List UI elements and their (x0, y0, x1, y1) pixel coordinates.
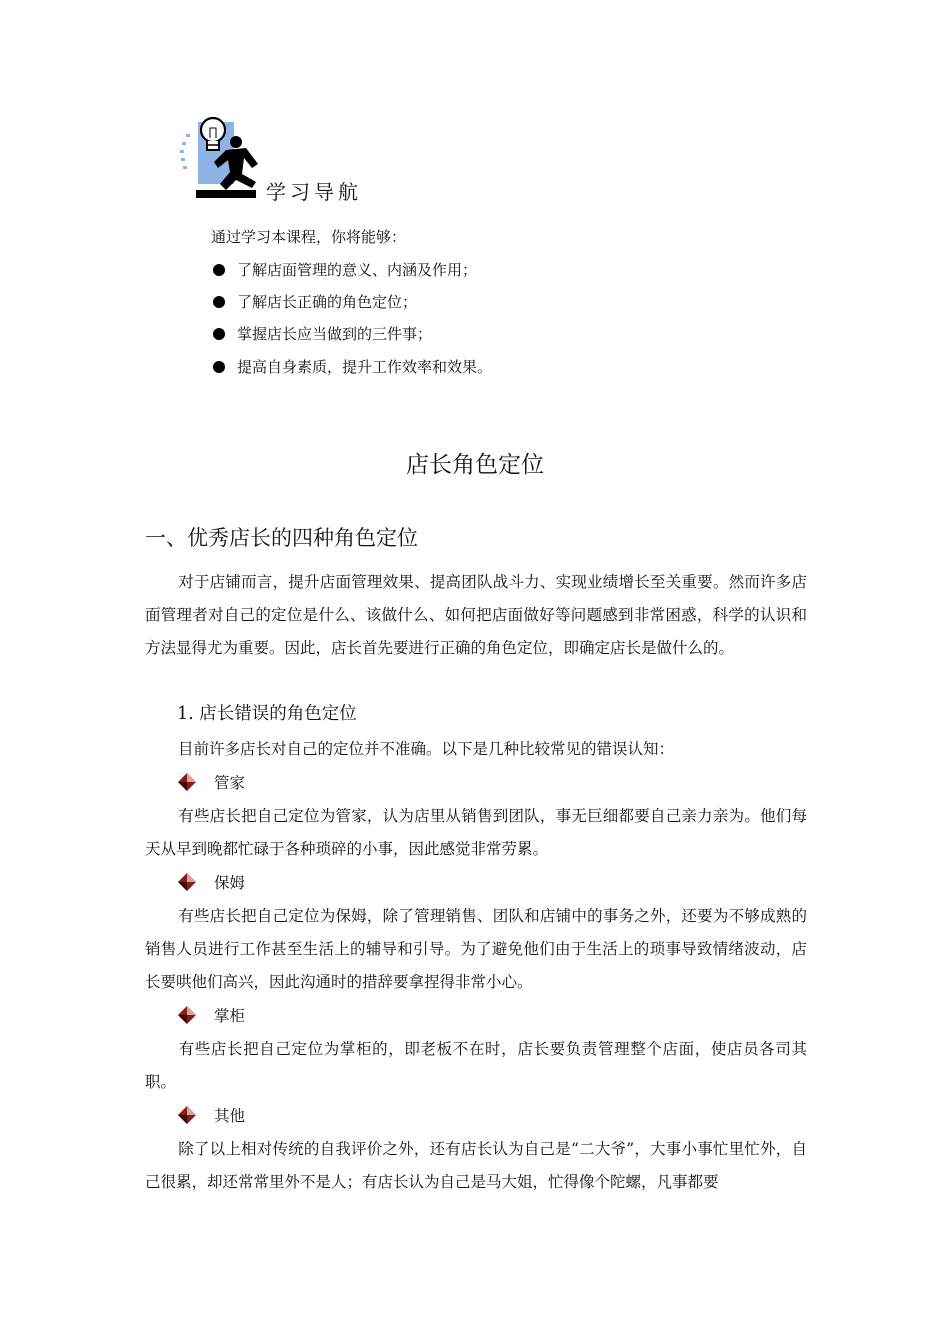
section-heading: 一、优秀店长的四种角色定位 (145, 526, 418, 550)
role-paragraph (145, 1033, 807, 1099)
role-heading (177, 1004, 245, 1026)
diamond-bullet-icon (177, 872, 197, 892)
role-label: 管家 (214, 774, 246, 792)
role-text: 有些店长把自己定位为保姆，除了管理销售、团队和店铺中的事务之外，还要为不够成熟的销售人员进行工作甚至生活上的辅导和引导。为了避免他们由于生活上的琐事导致情绪波动，店长要哄他们高兴，因此沟通时的措辞要拿捏得非常小心。 (145, 907, 807, 991)
sub-intro (145, 733, 807, 766)
document-title: 店长角色定位 (406, 452, 544, 478)
goal-item (213, 323, 432, 344)
role-paragraph (145, 800, 807, 866)
goal-text: 了解店面管理的意义、内涵及作用； (237, 261, 478, 279)
goal-text: 掌握店长应当做到的三件事； (237, 325, 433, 343)
role-label: 掌柜 (214, 1007, 246, 1025)
bullet-dot-icon (213, 296, 225, 308)
goal-item (213, 291, 417, 312)
goal-item (213, 356, 492, 377)
role-label: 其他 (214, 1107, 246, 1125)
goal-text: 提高自身素质，提升工作效率和效果。 (237, 358, 493, 376)
diamond-bullet-icon (177, 1005, 197, 1025)
study-nav-intro: 通过学习本课程，你将能够： (211, 228, 407, 246)
lightbulb-person-icon (176, 112, 268, 204)
role-text: 有些店长把自己定位为管家，认为店里从销售到团队，事无巨细都要自己亲力亲为。他们每天从早到晚都忙碌于各种琐碎的小事，因此感觉非常劳累。 (145, 807, 807, 858)
role-paragraph (145, 1133, 807, 1199)
goal-text: 了解店长正确的角色定位； (237, 293, 418, 311)
role-label: 保姆 (214, 874, 246, 892)
sub-intro-text: 目前许多店长对自己的定位并不准确。以下是几种比较常见的错误认知： (178, 740, 675, 758)
role-heading (177, 1104, 245, 1126)
diamond-bullet-icon (177, 772, 197, 792)
bullet-dot-icon (213, 264, 225, 276)
role-text: 有些店长把自己定位为掌柜的，即老板不在时，店长要负责管理整个店面，使店员各司其职。 (145, 1040, 807, 1091)
role-paragraph (145, 900, 807, 999)
role-text: 除了以上相对传统的自我评价之外，还有店长认为自己是“二大爷”，大事小事忙里忙外，自己很累，却还常常里外不是人；有店长认为自己是马大姐，忙得像个陀螺，凡事都要 (145, 1140, 807, 1191)
intro-paragraph (145, 566, 807, 665)
study-nav-title: 学习导航 (266, 180, 362, 204)
diamond-bullet-icon (177, 1105, 197, 1125)
bullet-dot-icon (213, 361, 225, 373)
subheading: 1. 店长错误的角色定位 (177, 704, 357, 724)
role-heading (177, 871, 245, 893)
goal-item (213, 259, 477, 280)
bullet-dot-icon (213, 328, 225, 340)
role-heading (177, 771, 245, 793)
intro-paragraph-text: 对于店铺而言，提升店面管理效果、提高团队战斗力、实现业绩增长至关重要。然而许多店面管理者对自己的定位是什么、该做什么、如何把店面做好等问题感到非常困惑，科学的认识和方法显得尤为重要。因此，店长首先要进行正确的角色定位，即确定店长是做什么的。 (145, 573, 807, 657)
